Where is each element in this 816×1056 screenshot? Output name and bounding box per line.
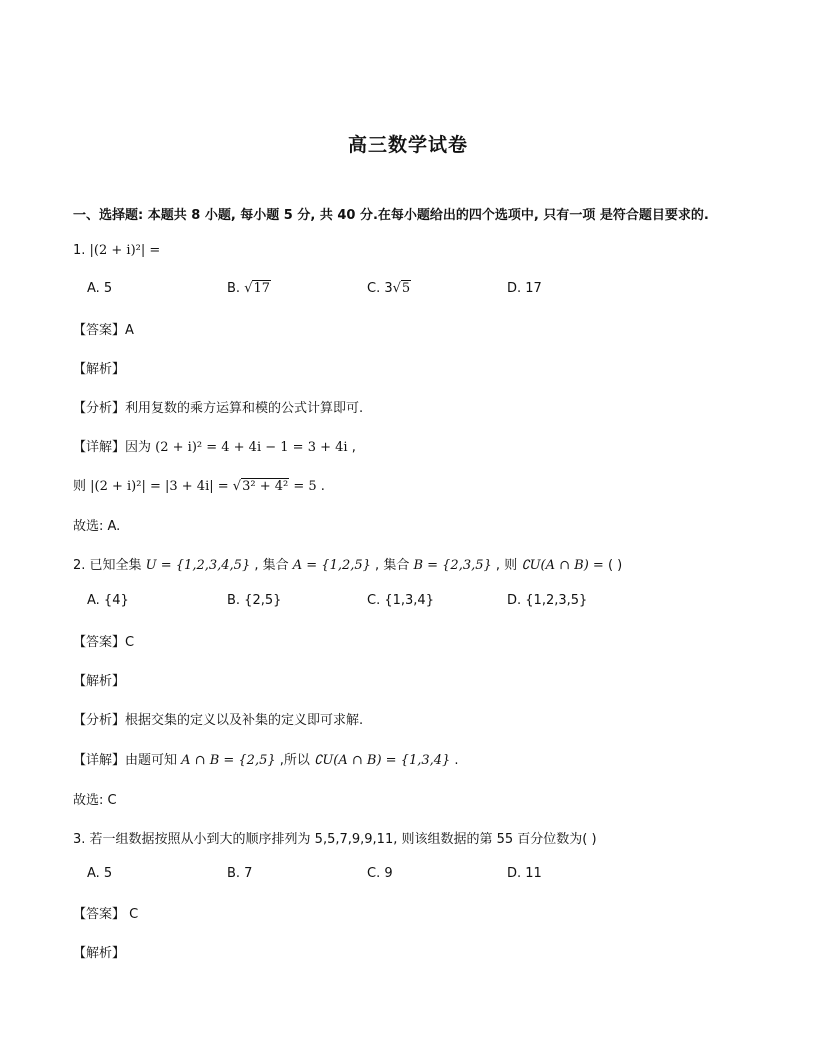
detail-math: A ∩ B = {2,5} [181, 753, 276, 768]
q1-fenxi [73, 397, 363, 416]
question-1-stem [73, 243, 160, 258]
section-header: 一、选择题: 本题共 8 小题, 每小题 5 分, 共 40 分.在每小题给出的四个选项中, 只有一项 是符合题目要求的. [73, 208, 709, 223]
question-3-stem: 3. 若一组数据按照从小到大的顺序排列为 5,5,7,9,9,11, 则该组数据的第 55 百分位数为( ) [73, 832, 597, 847]
q1-option-d: D. 17 [507, 281, 542, 296]
set-a: A = {1,2,5} [292, 558, 371, 573]
q1-then [73, 475, 325, 494]
fenxi-text: 根据交集的定义以及补集的定义即可求解. [125, 713, 364, 728]
question-2-stem [73, 554, 622, 573]
q2-option-b: B. {2,5} [227, 593, 282, 608]
fenxi-tag: 【分析】 [73, 713, 126, 728]
q2-answer: 【答案】C [73, 635, 135, 650]
then-suffix: . [316, 479, 325, 494]
set-b: B = {2,3,5} [413, 558, 492, 573]
q3-answer: 【答案】 C [73, 907, 139, 922]
detail-math: ∁U(A ∩ B) = {1,3,4} [314, 753, 451, 768]
q3-option-c: C. 9 [367, 866, 393, 881]
q3-option-d: D. 11 [507, 866, 542, 881]
q1-choice: 故选: A. [73, 519, 121, 534]
q2-analysis-label: 【解析】 [73, 674, 126, 689]
q1-option-c [367, 281, 411, 296]
stem-mid: , 则 [491, 558, 522, 573]
q1-answer: 【答案】A [73, 323, 134, 338]
q3-option-b: B. 7 [227, 866, 253, 881]
detail-suffix: . [450, 753, 459, 768]
radicand: 5 [401, 281, 411, 296]
radicand: 3² + 4² [242, 479, 289, 494]
math-expression: |(2 + i)²| = [89, 243, 161, 258]
fenxi-text: 利用复数的乘方运算和模的公式计算即可. [125, 401, 364, 416]
q1-detail [73, 436, 356, 455]
q2-fenxi [73, 709, 363, 728]
q2-option-d: D. {1,2,3,5} [507, 593, 588, 608]
then-prefix: 则 [73, 479, 91, 494]
detail-suffix: , [347, 440, 356, 455]
q3-analysis-label: 【解析】 [73, 946, 126, 961]
detail-tag: 【详解】 [73, 440, 126, 455]
stem-prefix: 2. 已知全集 [73, 558, 146, 573]
then-tail: = 5 [289, 479, 317, 494]
q2-choice: 故选: C [73, 793, 117, 808]
complement-expression: ∁U(A ∩ B) = [521, 558, 604, 573]
universal-set: U = {1,2,3,4,5} [145, 558, 251, 573]
q2-option-a: A. {4} [87, 593, 129, 608]
sqrt-symbol: √5 [392, 281, 411, 296]
q1-option-a: A. 5 [87, 281, 113, 296]
then-math: |(2 + i)²| = |3 + 4i| = [90, 479, 233, 494]
detail-tag: 【详解】 [73, 753, 126, 768]
detail-prefix: 因为 [125, 440, 156, 455]
detail-prefix: 由题可知 [125, 753, 182, 768]
answer-paren: ( ) [603, 558, 623, 573]
fenxi-tag: 【分析】 [73, 401, 126, 416]
sqrt-symbol: √17 [244, 281, 271, 296]
stem-mid: , 集合 [370, 558, 414, 573]
sqrt-symbol: √3² + 4² [232, 479, 289, 494]
q2-detail [73, 749, 459, 768]
radicand: 17 [253, 281, 271, 296]
detail-math: (2 + i)² = 4 + 4i − 1 = 3 + 4i [155, 440, 348, 455]
q1-option-b [227, 281, 271, 296]
detail-mid: ,所以 [275, 753, 315, 768]
option-label: C. 3 [367, 281, 393, 296]
q2-option-c: C. {1,3,4} [367, 593, 434, 608]
stem-mid: , 集合 [250, 558, 293, 573]
page-title: 高三数学试卷 [347, 134, 468, 156]
q1-analysis-label: 【解析】 [73, 362, 126, 377]
option-label: B. [227, 281, 245, 296]
q3-option-a: A. 5 [87, 866, 113, 881]
question-number: 1. [73, 243, 90, 258]
